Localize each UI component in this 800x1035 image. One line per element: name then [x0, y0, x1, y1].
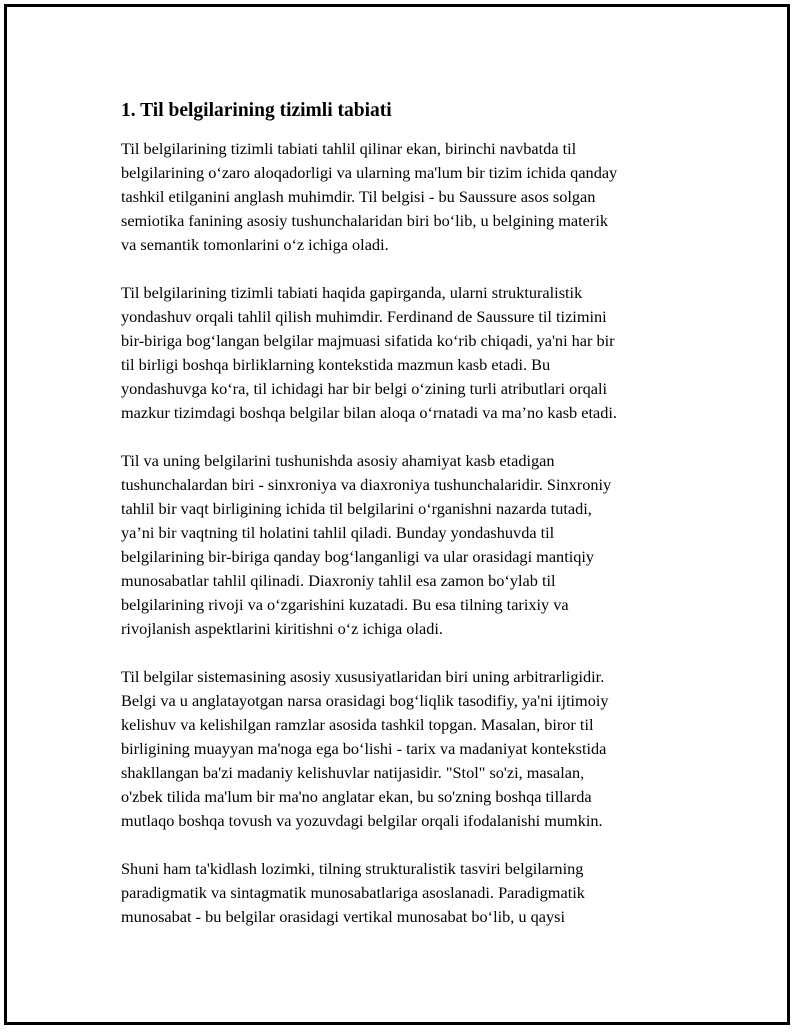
section-heading: 1. Til belgilarining tizimli tabiati	[121, 100, 392, 121]
text-line: va semantik tomonlarini o‘z ichiga oladi.	[121, 235, 389, 254]
paragraph-3	[121, 449, 701, 641]
text-line: Shuni ham ta'kidlash lozimki, tilning strukturalistik tasviri belgilarning	[121, 859, 584, 878]
text-line: ya’ni bir vaqtning til holatini tahlil qiladi. Bunday yondashuvda til	[121, 523, 555, 542]
text-line: bir-biriga bog‘langan belgilar majmuasi sifatida ko‘rib chiqadi, ya'ni har bir	[121, 331, 615, 350]
paragraph-2	[121, 281, 701, 425]
text-line: shakllangan ba'zi madaniy kelishuvlar natijasidir. "Stol" so'zi, masalan,	[121, 763, 585, 782]
text-line: yondashuvga ko‘ra, til ichidagi har bir belgi o‘zining turli atributlari orqali	[121, 379, 608, 398]
text-line: paradigmatik va sintagmatik munosabatlariga asoslanadi. Paradigmatik	[121, 883, 585, 902]
text-line: Til belgilar sistemasining asosiy xususiyatlaridan biri uning arbitrarligidir.	[121, 667, 605, 686]
text-line: tushunchalardan biri - sinxroniya va diaxroniya tushunchalaridir. Sinxroniy	[121, 475, 612, 494]
text-line: tashkil etilganini anglash muhimdir. Til belgisi - bu Saussure asos solgan	[121, 187, 596, 206]
text-line: o'zbek tilida ma'lum bir ma'no anglatar ekan, bu so'zning boshqa tillarda	[121, 787, 592, 806]
paragraph-5	[121, 857, 701, 929]
text-line: munosabat - bu belgilar orasidagi vertikal munosabat bo‘lib, u qaysi	[121, 907, 566, 926]
text-line: til birligi boshqa birliklarning kontekstida mazmun kasb etadi. Bu	[121, 355, 551, 374]
text-line: Til va uning belgilarini tushunishda asosiy ahamiyat kasb etadigan	[121, 451, 555, 470]
text-line: mutlaqo boshqa tovush va yozuvdagi belgilar orqali ifodalanishi mumkin.	[121, 811, 603, 830]
text-line: munosabatlar tahlil qilinadi. Diaxroniy tahlil esa zamon bo‘ylab til	[121, 571, 556, 590]
text-line: Belgi va u anglatayotgan narsa orasidagi bog‘liqlik tasodifiy, ya'ni ijtimoiy	[121, 691, 609, 710]
text-line: semiotika fanining asosiy tushunchalaridan biri bo‘lib, u belgining materik	[121, 211, 608, 230]
text-line: belgilarining o‘zaro aloqadorligi va ularning ma'lum bir tizim ichida qanday	[121, 163, 618, 182]
text-line: birligining muayyan ma'noga ega bo‘lishi - tarix va madaniyat kontekstida	[121, 739, 607, 758]
text-line: yondashuv orqali tahlil qilish muhimdir. Ferdinand de Saussure til tizimini	[121, 307, 607, 326]
document-body	[121, 99, 701, 953]
paragraph-4	[121, 665, 701, 833]
text-line: kelishuv va kelishilgan ramzlar asosida tashkil topgan. Masalan, biror til	[121, 715, 594, 734]
text-line: belgilarining rivoji va o‘zgarishini kuzatadi. Bu esa tilning tarixiy va	[121, 595, 569, 614]
text-line: belgilarining bir-biriga qanday bog‘langanligi va ular orasidagi mantiqiy	[121, 547, 595, 566]
page-frame	[4, 4, 790, 1025]
text-line: mazkur tizimdagi boshqa belgilar bilan aloqa o‘rnatadi va ma’no kasb etadi.	[121, 403, 617, 422]
text-line: rivojlanish aspektlarini kiritishni o‘z ichiga oladi.	[121, 619, 443, 638]
text-line: Til belgilarining tizimli tabiati tahlil qilinar ekan, birinchi navbatda til	[121, 139, 577, 158]
text-line: Til belgilarining tizimli tabiati haqida gapirganda, ularni strukturalistik	[121, 283, 583, 302]
text-line: tahlil bir vaqt birligining ichida til belgilarini o‘rganishni nazarda tutadi,	[121, 499, 592, 518]
paragraph-list	[121, 137, 701, 929]
paragraph-1	[121, 137, 701, 257]
